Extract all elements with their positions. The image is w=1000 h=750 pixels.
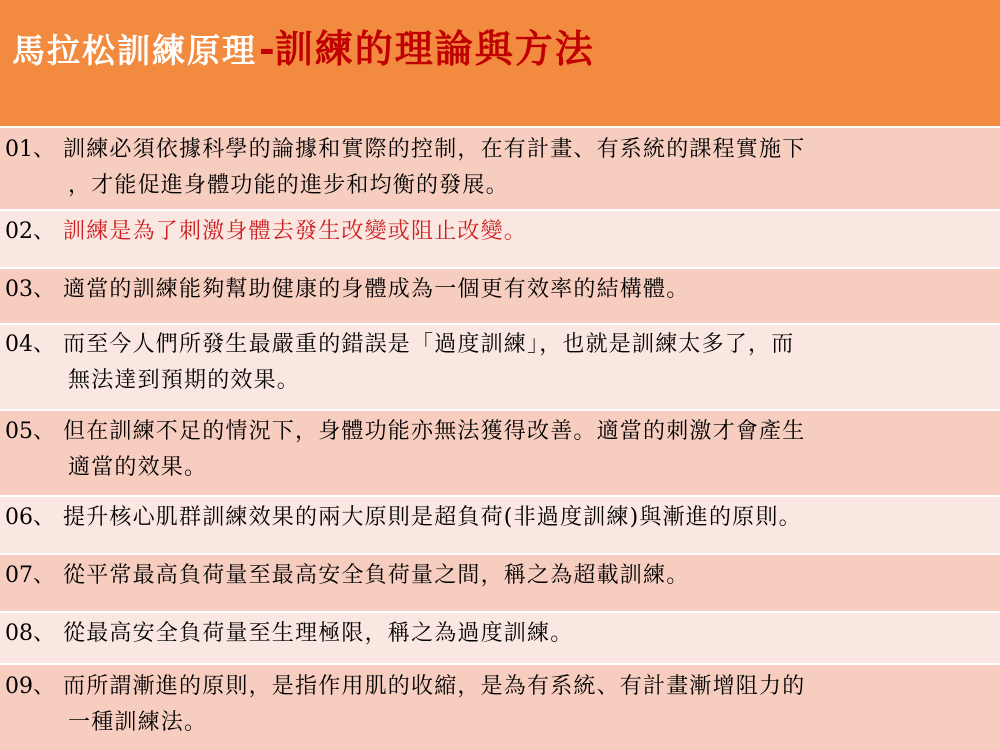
table-row-09 [0, 665, 1000, 750]
item-text: 但在訓練不足的情況下，身體功能亦無法獲得改善。適當的刺激才會產生 [63, 419, 806, 444]
table-row-08 [0, 613, 1000, 663]
item-text: 從平常最高負荷量至最高安全負荷量之間，稱之為超載訓練。 [63, 563, 690, 588]
table-row-01 [0, 128, 1000, 209]
title-dash: - [259, 26, 275, 71]
table-row-03 [0, 269, 1000, 323]
table-row-05 [0, 411, 1000, 495]
table-row-04 [0, 325, 1000, 409]
item-text: 提升核心肌群訓練效果的兩大原則是超負荷(非過度訓練)與漸進的原則。 [63, 505, 802, 530]
table-row-02 [0, 211, 1000, 267]
item-text: 適當的訓練能夠幫助健康的身體成為一個更有效率的結構體。 [63, 277, 690, 302]
content-table [0, 126, 1000, 750]
table-row-07 [0, 555, 1000, 611]
item-text-continued: ，才能促進身體功能的進步和均衡的發展。 [68, 173, 509, 198]
table-row-06 [0, 497, 1000, 553]
item-number: 02、 [5, 219, 55, 244]
item-number: 09、 [5, 674, 55, 699]
item-text-continued: 一種訓練法。 [68, 710, 208, 735]
item-text: 從最高安全負荷量至生理極限，稱之為過度訓練。 [63, 621, 574, 646]
item-text: 而所謂漸進的原則，是指作用肌的收縮，是為有系統、有計畫漸增阻力的 [63, 674, 806, 699]
item-text: 訓練是為了刺激身體去發生改變或阻止改變。 [63, 219, 528, 244]
item-text-continued: 無法達到預期的效果。 [68, 368, 301, 393]
item-number: 05、 [5, 419, 55, 444]
item-number: 04、 [5, 332, 55, 357]
item-text: 而至今人們所發生最嚴重的錯誤是「過度訓練」，也就是訓練太多了，而 [63, 332, 795, 357]
item-number: 01、 [5, 137, 55, 162]
title-main: 馬拉松訓練原理 [12, 31, 257, 70]
slide-header [0, 0, 1000, 126]
item-number: 07、 [5, 563, 55, 588]
item-number: 06、 [5, 505, 55, 530]
title-subtitle: 訓練的理論與方法 [274, 26, 595, 71]
item-number: 03、 [5, 277, 55, 302]
item-text: 訓練必須依據科學的論據和實際的控制，在有計畫、有系統的課程實施下 [63, 137, 806, 162]
item-number: 08、 [5, 621, 55, 646]
item-text-continued: 適當的效果。 [68, 455, 208, 480]
